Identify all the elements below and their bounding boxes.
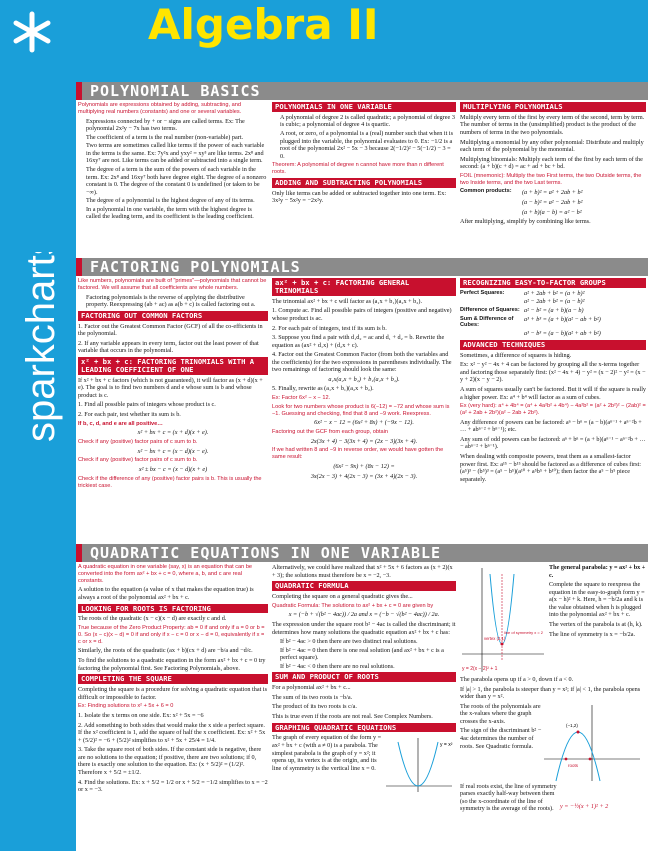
tri-math: x² ± bx − c = (x − d)(x + e) (138, 466, 208, 474)
subheader: LOOKING FOR ROOTS IS FACTORING (78, 604, 268, 614)
subheader: ax² + bx + c: FACTORING GENERAL TRINOMIALS (272, 278, 456, 296)
page-title: Algebra II (148, 0, 379, 49)
common-product: (a + b)(a − b) = a² − b² (522, 208, 582, 216)
poly-bullet: • Two terms are sometimes called like terms if the power of each variable in the terms is the same. Ex: 7y²x and yxy² = xy³ are like terms. 2x⁸ and 16xy⁷ are not. Like terms can be added or subtracted into a single term. (86, 142, 268, 165)
factoring-col2 (272, 278, 456, 540)
mult-text: After multiplying, simplify by combining like terms. (460, 218, 591, 226)
poly-one-var-col (272, 102, 456, 254)
brand-sidebar (0, 0, 76, 851)
poly-bullet: • Expressions connected by + or − signs are called terms. Ex: The polynomial 2x²y − 7x has two terms. (86, 118, 268, 133)
quad-col3 (460, 564, 646, 849)
general-text: The trinomial ax² + bx + c will factor as (a₁x + b₁)(a₂x + b₂). (272, 297, 423, 305)
tri-step: 2. For each pair, test whether its sum is b. (78, 411, 181, 419)
fact-bullet: • Factoring polynomials is the reverse of applying the distributive property. Reexpressing (ab + ac) as a(b + c) is called factoring out a. (86, 294, 268, 309)
example-text: Factoring out the GCF from each group, obtain (272, 429, 388, 436)
sp-text: The sum of its two roots is −b/a. (272, 693, 353, 701)
theorem-text: Theorem: A polynomial of degree n cannot have more than n different roots. (272, 162, 444, 176)
cs-step: 1. Isolate the x terms on one side. Ex: x² + 5x = −6 (78, 712, 204, 720)
tri-math: x² − bx + c = (x − d)(x − e). (137, 447, 209, 455)
graph-parabola-up (460, 564, 546, 676)
adv-text: Sometimes, a difference of squares is hiding. (460, 351, 572, 359)
qf-bullet: • If b² − 4ac = 0 then there is one real solution (and ax² + bx + c is a perfect square). (280, 647, 456, 662)
sp-text: This is true even if the roots are not real. See Complex Numbers. (272, 712, 433, 720)
tri-check: Check if the difference of any (positive) factor pairs is b. This is usually the trickiest case. (78, 475, 262, 489)
example-math: (6x² − 9x) + (8x − 12) = (333, 463, 395, 471)
graph-y-equals-x-squared (382, 734, 454, 794)
gp-text: Complete the square to reexpress the equation in the easy-to-graph form y = a(x − h)² + k. Here, h = −b/2a and k is the value obtained when h is plugged into the polynomial ax² + bx + c. (549, 581, 645, 619)
subheader: COMPLETING THE SQUARE (78, 674, 268, 684)
gp-text: The line of symmetry is x = −b/2a. (549, 630, 636, 638)
subheader: MULTIPLYING POLYNOMIALS (460, 102, 646, 112)
common-step: 1. Factor out the Greatest Common Factor (GCF) of all the co-efficients in the polynomial. (78, 322, 263, 338)
subheader: x² + bx + c: FACTORING TRINOMIALS WITH A LEADING COEFFICIENT OF ONE (78, 357, 268, 375)
adv-text: Any sum of odd powers can be factored: aⁿ + bⁿ = (a + b)(aⁿ⁻¹ − aⁿ⁻²b + … − abⁿ⁻² + bⁿ⁻¹). (460, 435, 646, 451)
tri-math: x² + bx + c = (x + d)(x + e). (137, 429, 209, 437)
poly-bullet: • The degree of a term is the sum of the powers of each variable in the term. Ex: 2x⁸ and 16xy⁷ both have degree eight. The degree of a nonzero constant is 0. The degree of the constant 0 is undefined (or taken to be −∞). (86, 166, 268, 196)
poly-mult-col (460, 102, 646, 254)
section-header-quadratic: QUADRATIC EQUATIONS IN ONE VARIABLE (76, 544, 648, 562)
section-header-factoring: FACTORING POLYNOMIALS (76, 258, 648, 276)
roots-text: Similarly, the roots of the quadratic (ax + b)(cx + d) are −b/a and −d/c. (78, 647, 253, 655)
subheader: RECOGNIZING EASY-TO-FACTOR GROUPS (460, 278, 646, 288)
general-math: a₁x(a₂x + b₂) + b₁(a₂x + b₂). (328, 375, 400, 383)
example-math: 3x(2x − 3) + 4(2x − 3) = (3x + 4)(2x − 3). (310, 472, 418, 480)
svg-text:y = x²: y = x² (440, 742, 453, 749)
svg-text:sparkcharts: sparkcharts (19, 252, 63, 442)
example-math: 6x² − x − 12 = (6x² + 8x) + (−9x − 12). (314, 419, 414, 427)
gp-text: The parabola opens up if a > 0, down if a < 0. (460, 676, 574, 683)
sparkcharts-logo (10, 252, 70, 452)
roots-text: The roots of the quadratic (x − c)(x − d) are exactly c and d. (78, 615, 227, 623)
common-step: 2. If any variable appears in every term, factor out the least power of that variable that occurs in the polynomial. (78, 339, 259, 355)
fact-intro: Like numbers, polynomials are built of "primes"—polynomials that cannot be factored. We will assume that all coefficients are whole numbers. (78, 278, 267, 291)
gq-text: The graph of every equation of the form y = ax² + bx + c (with a ≠ 0) is a parabola. The simplest parabola is the graph of y = x²; it opens up, its vertex is at the origin, and its line of symmetry is the vertical line x = 0. (272, 734, 382, 772)
quad-col2 (272, 564, 456, 849)
poly-bullet: • The coefficient of a term is the real number (non-variable) part. (86, 134, 268, 142)
quad-col1 (78, 564, 268, 849)
mult-text: Multiplying binomials: Multiply each term of the first by each term of the second: (a + b)(c + d) = ac + ad + bc + bd. (460, 155, 643, 171)
adv-text: A sum of squares usually can't be factored. But it will if the square is really a higher power. Ex: a⁴ + b⁴ will factor as a sum of cubes. (460, 385, 646, 401)
tri-case: If b, c, d, and e are all positive… (78, 420, 163, 427)
sp-text: For a polynomial ax² + bx + c... (272, 684, 351, 692)
poly-intro: Polynomials are expressions obtained by adding, subtracting, and multiplying real numbers (constants) and one or several variables. (78, 102, 242, 115)
example-math: 2x(3x + 4) − 3(3x + 4) = (2x − 3)(3x + 4). (310, 437, 418, 445)
svg-text:(−1,2): (−1,2) (566, 722, 578, 728)
gp-text: The vertex of the parabola is at (h, k). (549, 620, 643, 628)
one-var-bullet: • A root, or zero, of a polynomial is a (real) number such that when it is plugged into the variable, the polynomial evaluates to 0. Ex: −1/2 is a root of the polynomial 2x² − 5x − 3 because 2(−1/2)² − 5(−1/2) − 3 = 0. (280, 130, 456, 160)
add-text: Only like terms can be added or subtracted together into one term. Ex: 3x²y − 5x²y = −2x²y. (272, 189, 447, 205)
example-text: Ex: Factor 6x² − x − 12. (272, 395, 331, 402)
foil-text: FOIL (mnemonic): Multiply the two First terms, the two Outside terms, the two Inside terms, and the two Last terms. (460, 172, 642, 186)
general-step: 2. For each pair of integers, test if its sum is b. (272, 324, 387, 332)
general-step: 3. Suppose you find a pair with d₁d₂ = ac and d₁ + d₂ = b. Rewrite the equation as (ax² + d₁x) + (d₂x + c). (272, 334, 445, 349)
cs-text: Completing the square is a procedure for solving a quadratic equation that is difficult or impossible to factor. (78, 686, 268, 701)
gp-text: If |a| > 1, the parabola is steeper than y = x²; if |a| < 1, the parabola opens wider than y = x². (460, 685, 641, 701)
poly-bullet: • The degree of a polynomial is the highest degree of any of its terms. (86, 197, 268, 205)
example-text: Look for two numbers whose product is 6(−12) = −72 and whose sum is −1. Guessing and checking, find that 8 and −9 work. Reexpress. (272, 403, 450, 417)
gp-text: If real roots exist, the line of symmetry parses exactly half-way between them (so the x-coordinate of the line of symmetry is the average of the roots). (460, 782, 557, 813)
subheader: POLYNOMIALS IN ONE VARIABLE (272, 102, 456, 112)
content-area (76, 82, 648, 851)
cs-step: 4. Find the solutions. Ex: x + 5/2 = 1/2 or x + 5/2 = −1/2 simplifies to x = −2 or x = −3. (78, 778, 268, 794)
common-product: (a − b)² = a² − 2ab + b² (522, 199, 583, 207)
alt-text: Alternatively, we could have realized that x² + 5x + 6 factors as (x + 2)(x + 3); the solutions must therefore be x = −2, −3. (272, 564, 453, 579)
roots-red: True because of the Zero Product Property: ab = 0 if and only if a = 0 or b = 0. So (x − c)(x − d) = 0 if and only if x − c = 0 or x − d = 0, equivalently if x = c or x = d. (78, 625, 265, 645)
tri-step: 1. Find all possible pairs of integers whose product is c. (78, 401, 216, 409)
tri-check: Check if any (positive) factor pairs of c sum to b. (78, 457, 198, 464)
poly-basics-col1 (78, 102, 268, 254)
mult-text: Multiply every term of the first by every term of the second, term by term. The number of terms in the (unsimplified) product is the product of the numbers of terms in the two polynomials. (460, 113, 645, 137)
qf-red: Quadratic Formula: The solutions to ax² + bx + c = 0 are given by (272, 602, 434, 609)
svg-text:vertex (2,1): vertex (2,1) (484, 636, 506, 641)
cs-step: 3. Take the square root of both sides. If the constant side is negative, there are no solutions to the equation; if positive, there are two solutions; if 0, there is exactly one solution to the equation. Ex: (x + 5/2)² = (1/2)². Therefore x + 5/2 = ±1/2. (78, 746, 262, 776)
common-products-label: Common products: (460, 188, 512, 195)
qf-bullet: • If b² − 4ac > 0 then there are two distinct real solutions. (280, 638, 456, 646)
one-var-bullet: • A polynomial of degree 2 is called quadratic; a polynomial of degree 3 is cubic; a polynomial of degree 4 is quartic. (280, 114, 456, 129)
subheader: GRAPHING QUADRATIC EQUATIONS (272, 723, 456, 733)
general-step: 4. Factor out the Greatest Common Factor (from both the variables and the coefficients) for the two expressions in parentheses individually. The two remainings of factoring should look the same: (272, 351, 452, 374)
mult-text: Multiplying a monomial by any other polynomial: Distribute and multiply each term of the polynomial by the monomial. (460, 138, 644, 154)
poly-bullet: • In a polynomial in one variable, the term with the highest degree is called the leading term, and its coefficient is the leading coefficient. (86, 206, 268, 221)
factoring-col3 (460, 278, 646, 540)
roots-text: To find the solutions to a quadratic equation in the form ax² + bx + c = 0 try factoring the polynomial first. See Factoring Polynomials, above. (78, 657, 266, 672)
adv-example: Ex (very hard): a⁴ + 4b⁴ = (a⁴ + 4a²b² + 4b⁴) − 4a²b² = (a² + 2b²)² − (2ab)² = (a² + 2ab + 2b²)(a² − 2ab + 2b²). (460, 403, 646, 416)
adv-text: When dealing with composite powers, treat them as a smallest-factor power first. Ex: a¹⁵ − b¹⁵ should be factored as a difference of cubes first: (a⁵)³ − (b⁵)³ = (a⁵ − b⁵)(a¹⁰ + a⁵b⁵ + b¹⁰); then factor the a⁵ − b⁵ piece separately. (460, 452, 641, 483)
example-text: If we had written 8 and −9 in reverse order, we would have gotten the same result: (272, 447, 444, 461)
svg-text:roots: roots (568, 762, 579, 768)
subheader: ADDING AND SUBTRACTING POLYNOMIALS (272, 178, 456, 188)
asterisk-icon (10, 10, 54, 54)
gp-text: The general parabola: y = ax² + bx + c. (549, 564, 646, 579)
graph2-label: y = −½(x + 1)² + 2 (560, 802, 609, 810)
qf-text: Completing the square on a general quadratic gives the... (272, 593, 413, 601)
general-step: 5. Finally, rewrite as (a₁x + b₁)(a₂x + b₂). (272, 385, 374, 393)
svg-text:line of symmetry x = 2: line of symmetry x = 2 (504, 630, 544, 635)
qf-text: The expression under the square root b² − 4ac is called the discriminant; it determines how many solutions the quadratic equation ax² + bx + c has: (272, 620, 456, 636)
svg-text:y = 2(x − 2)² + 1: y = 2(x − 2)² + 1 (462, 666, 498, 672)
easy-factor-table: Perfect Squares: a² + 2ab + b² = (a + b)² a² − 2ab + b² = (a − b)² Difference of Squares: a² − b² = (a + b)(a − b) Sum & Difference of Cubes: a³ + b³ = (a + b)(a² − ab + b²) a³ − b³ = (a − b)(a² + ab + b²) (460, 289, 601, 338)
tri-check: Check if any (positive) factor pairs of c sum to b. (78, 438, 198, 445)
factoring-col1 (78, 278, 268, 540)
adv-text: Ex: x² − y² − 4x + 4 can be factored by grouping all the x-terms together and factoring those separately first: (x² − 4x + 4) − y² = (x − 2)² − y² = (x − y + 2)(x − y − 2). (460, 361, 646, 384)
quad-text: A solution to the equation (a value of x that makes the equation true) is always a root of the polynomial ax² + bx + c. (78, 586, 254, 601)
section-header-polynomial-basics: POLYNOMIAL BASICS (76, 82, 648, 100)
quad-intro: A quadratic equation in one variable (say, x) is an equation that can be converted into the form ax² + bx + c = 0, where a, b, and c are real constants. (78, 564, 253, 584)
subheader: ADVANCED TECHNIQUES (460, 340, 646, 350)
adv-text: Any difference of powers can be factored: aⁿ − bⁿ = (a − b)(aⁿ⁻¹ + aⁿ⁻²b + … + abⁿ⁻² + bⁿ⁻¹); etc. (460, 418, 642, 434)
qf-bullet: • If b² − 4ac < 0 then there are no real solutions. (280, 663, 456, 671)
header-bar (76, 0, 648, 82)
graph-parabola-down (542, 703, 642, 783)
subheader: FACTORING OUT COMMON FACTORS (78, 311, 268, 321)
sp-text: The product of its two roots is c/a. (272, 703, 357, 711)
qf-math: x = (−b + √(b² − 4ac)) / 2a and x = (−b − √(b² − 4ac)) / 2a. (288, 611, 440, 619)
tri-text: If x² + bx + c factors (which is not guaranteed), it will factor as (x + d)(x + e). The goal is to find two numbers d and e whose sum is b and whose product is c. (78, 376, 263, 399)
cs-example: Ex: Finding solutions to x² + 5x + 6 = 0 (78, 703, 174, 710)
cs-step: 2. Add something to both sides that would make the x side a perfect square. If the x² coefficient is 1, add the square of half the x coefficient. Ex: x² + 5x + (5/2)² = −6 + (5/2)² simplifies to x² + 5x + 25/4 = 1/4. (78, 721, 266, 744)
general-step: 1. Compute ac. Find all possible pairs of integers (positive and negative) whose product is ac. (272, 307, 452, 322)
common-product: (a + b)² = a² + 2ab + b² (522, 189, 583, 197)
gp-text: The sign of the discriminant b² − 4ac determines the number of roots. See Quadratic formula. (460, 727, 542, 750)
subheader: SUM AND PRODUCT OF ROOTS (272, 672, 456, 682)
subheader: QUADRATIC FORMULA (272, 581, 456, 591)
gp-text: The roots of the polynomials are the x-values where the graph crosses the x-axis. (460, 702, 541, 725)
